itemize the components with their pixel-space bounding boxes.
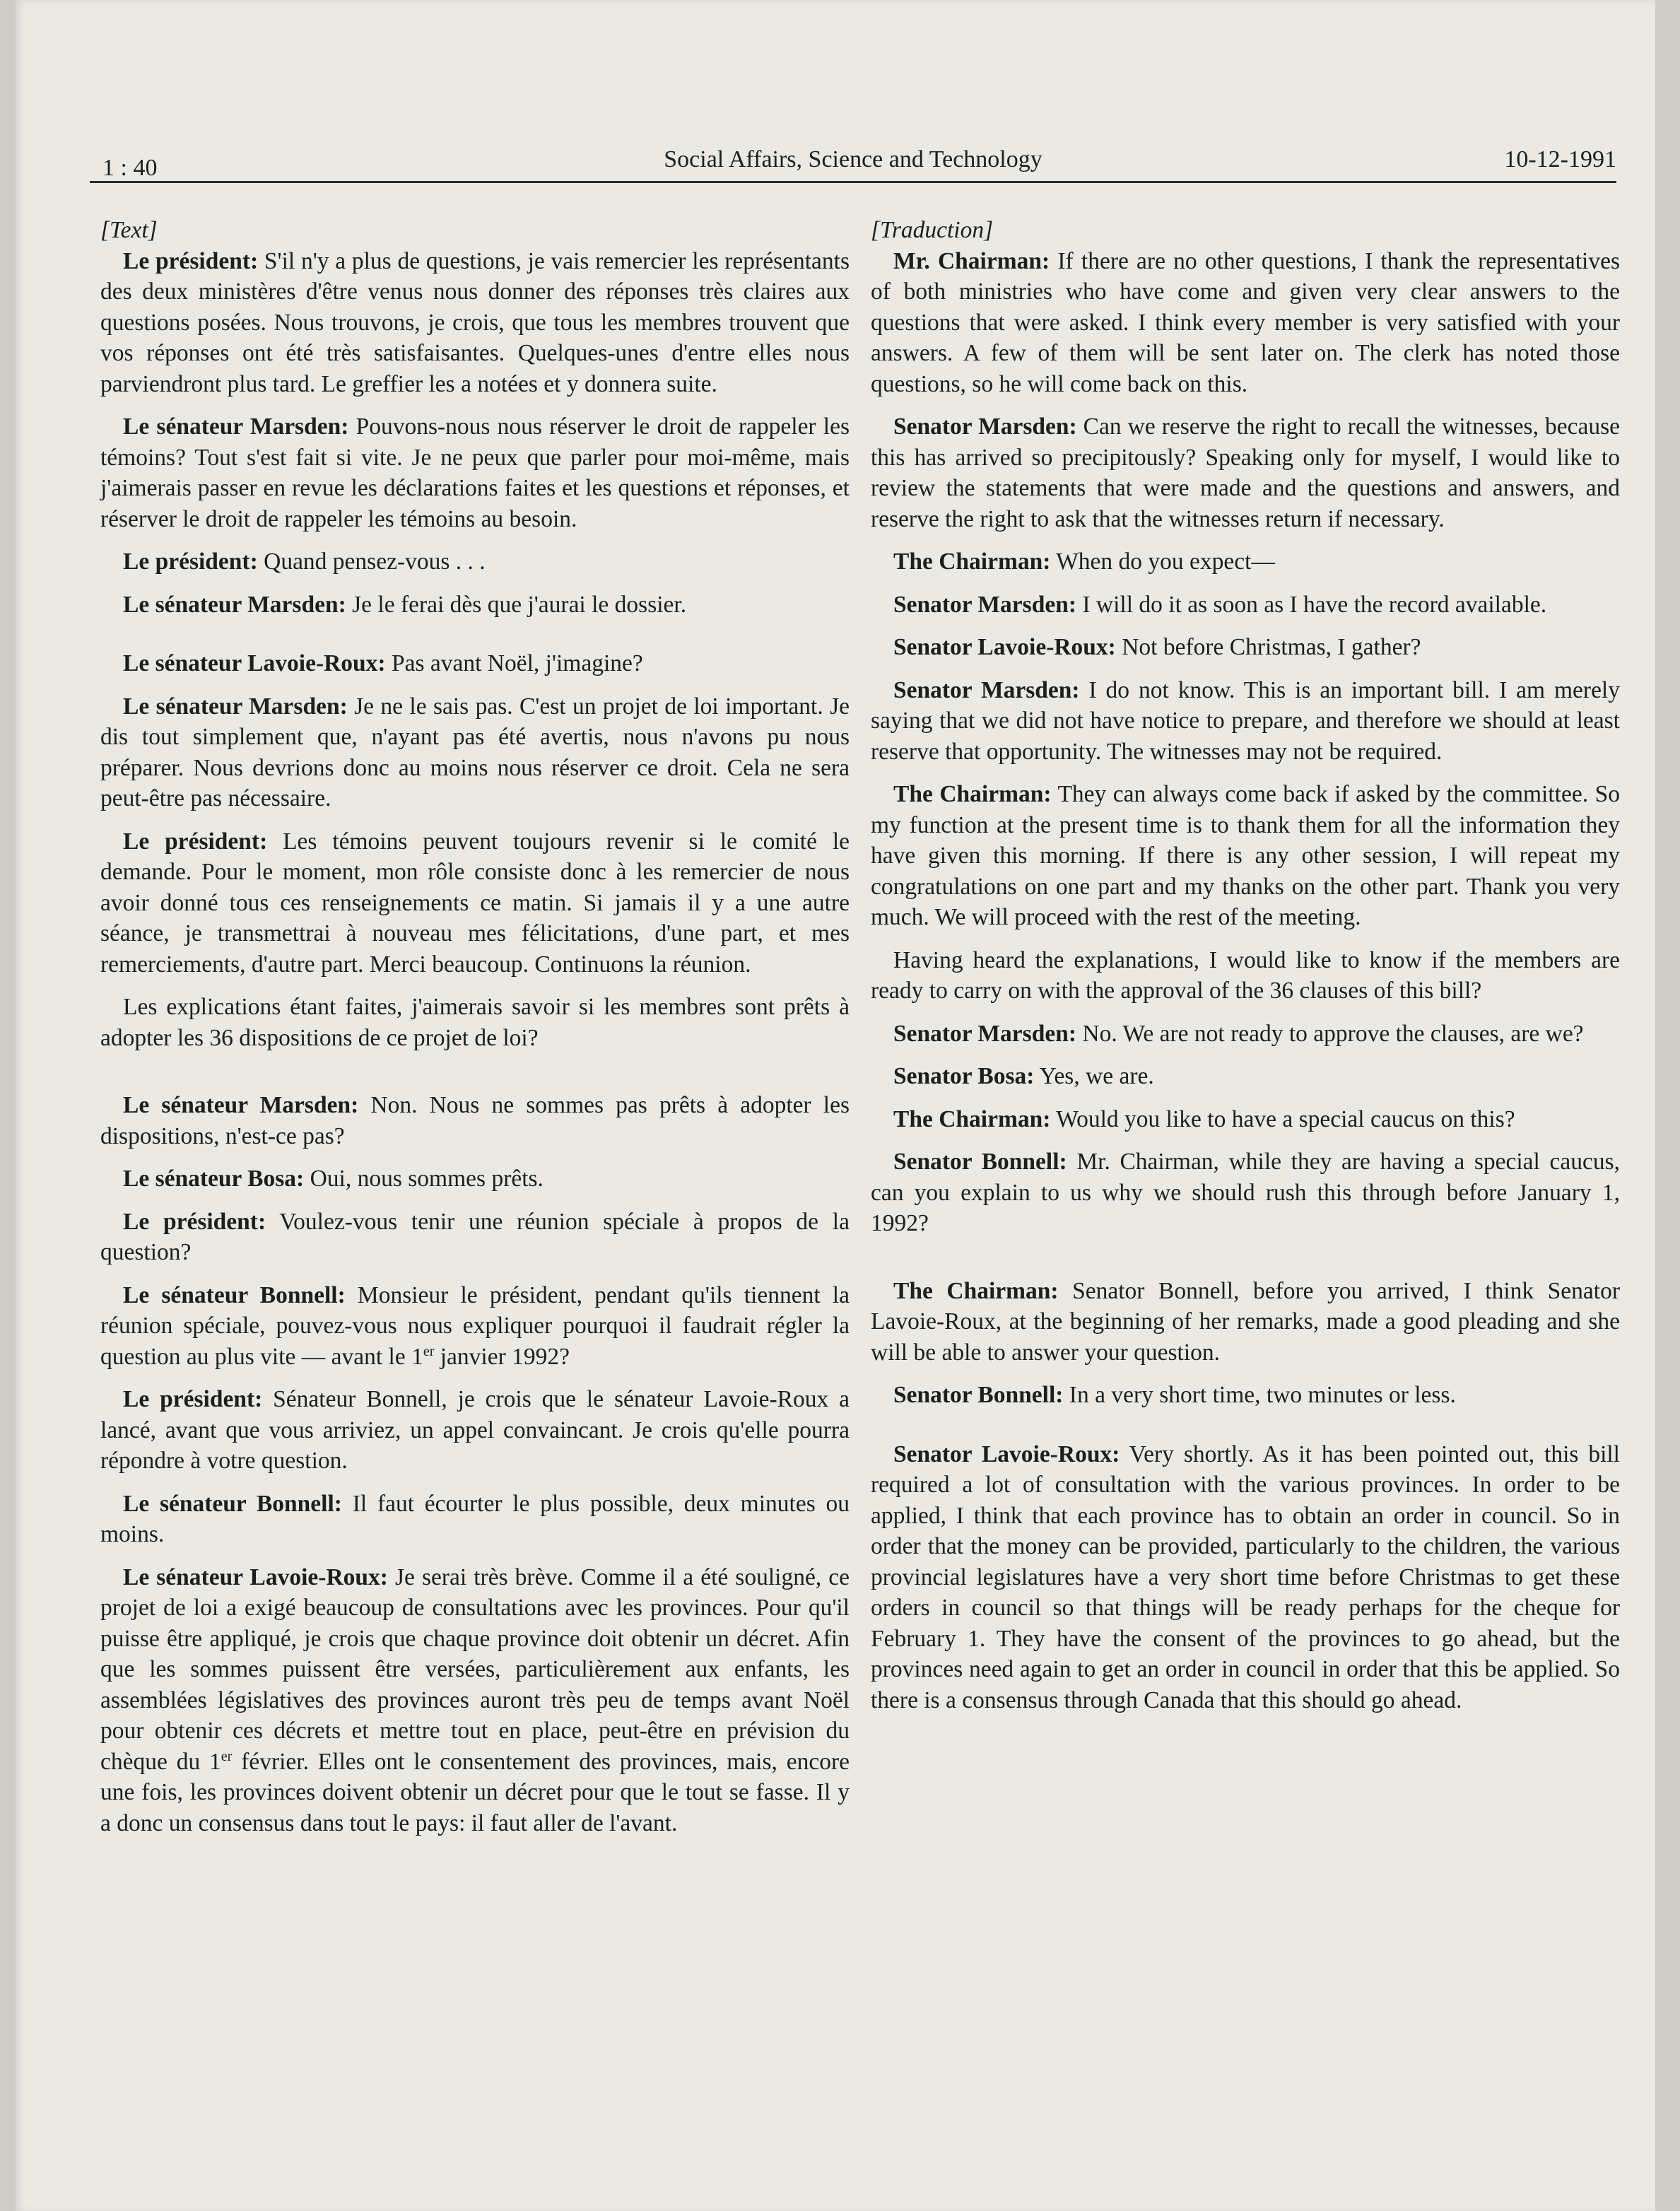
superscript: er [423, 1343, 435, 1359]
transcript-paragraph [871, 590, 1620, 621]
speech-text: Senator Bonnell, before you arrived, I think Senator Lavoie-Roux, at the beginning of her remarks, made a good pleading and she will be able to answer your question. [871, 1277, 1620, 1366]
speech-text: janvier 1992? [434, 1343, 570, 1370]
speaker-name: Le président: [123, 549, 258, 575]
speech-text: If there are no other questions, I thank the representatives of both ministries who have come and given very clear answers to the questions that were asked. I think every member is very satisfied with your answers. A few of them will be sent later on. The clerk has noted those questions, so he will come back on this. [871, 247, 1620, 397]
transcript-paragraph [871, 246, 1620, 400]
transcript-paragraph [100, 1207, 850, 1268]
speaker-name: Le sénateur Marsden: [123, 1092, 359, 1118]
speech-text: Pas avant Noël, j'imagine? [385, 650, 643, 676]
transcript-paragraph [100, 546, 850, 577]
transcript-paragraph [100, 1280, 850, 1373]
speech-text: Les témoins peuvent toujours revenir si le comité le demande. Pour le moment, mon rôle consiste donc à les remercier de nous avoir donné tous ces renseignements ce matin. Si jamais il y a une autre séance, je transmettrai à nouveau mes félicitations, d'une part, et mes remerciements, d'autre part. Merci beaucoup. Continuons la réunion. [100, 828, 850, 978]
transcript-paragraph [100, 648, 850, 679]
transcript-paragraph [871, 632, 1620, 663]
speaker-name: The Chairman: [893, 549, 1051, 575]
speech-text: I do not know. This is an important bill. I am merely saying that we did not have notice to prepare, and therefore we should at least reserve that opportunity. The witnesses may not be required. [871, 676, 1620, 765]
speaker-name: The Chairman: [893, 1106, 1051, 1132]
page-number: 1 : 40 [102, 155, 158, 181]
transcript-paragraph [100, 1163, 850, 1195]
speaker-name: Senator Marsden: [893, 414, 1077, 440]
speech-text: Non. Nous ne sommes pas prêts à adopter les dispositions, n'est-ce pas? [100, 1092, 850, 1149]
transcript-paragraph [100, 246, 850, 400]
transcript-paragraph [100, 411, 850, 534]
transcript-paragraph [100, 992, 850, 1053]
transcript-paragraph [871, 1380, 1620, 1411]
speech-text: Mr. Chairman, while they are having a special caucus, can you explain to us why we should rush this through before January 1, 1992? [871, 1149, 1621, 1236]
transcript-paragraph [871, 1276, 1620, 1368]
transcript-paragraph [871, 1061, 1620, 1092]
speech-text: Having heard the explanations, I would like to know if the members are ready to carry on with the approval of the 36 clauses of this bill? [871, 946, 1620, 1004]
speech-text: Il faut écourter le plus possible, deux minutes ou moins. [100, 1490, 850, 1547]
transcript-paragraph [871, 546, 1620, 577]
speech-text: No. We are not ready to approve the clauses, are we? [1076, 1020, 1584, 1047]
transcript-paragraph [871, 1146, 1620, 1239]
speaker-name: Senator Marsden: [893, 591, 1076, 618]
superscript: er [221, 1748, 233, 1764]
speech-text: 1 [411, 1343, 423, 1370]
speaker-name: Le président: [123, 828, 268, 855]
french-column [100, 215, 850, 1851]
transcript-paragraph [100, 1384, 850, 1477]
transcript-paragraph [871, 411, 1620, 534]
speaker-name: Senator Bonnell: [893, 1149, 1067, 1175]
speech-text: Yes, we are. [1034, 1063, 1154, 1089]
transcript-paragraph [100, 1489, 850, 1550]
speech-text: Oui, nous sommes prêts. [304, 1166, 544, 1192]
language-tag: [Traduction] [871, 217, 994, 243]
speaker-name: The Chairman: [893, 781, 1052, 807]
speaker-name: Le président: [123, 1208, 266, 1235]
speaker-name: Le sénateur Bosa: [123, 1166, 305, 1192]
transcript-paragraph [871, 675, 1620, 768]
speaker-name: Senator Lavoie-Roux: [893, 1441, 1120, 1467]
speaker-name: Le sénateur Bonnell: [123, 1282, 346, 1308]
speech-text: Would you like to have a special caucus on this? [1050, 1106, 1515, 1132]
speech-text: février. Elles ont le consentement des provinces, mais, encore une fois, les provinces doivent obtenir un décret pour que le tout se fasse. Il y a donc un consensus dans tout le pays: il faut aller de l'avant. [100, 1748, 850, 1836]
speech-text: Very shortly. As it has been pointed out, this bill required a lot of consultation with the various provinces. In order to be applied, I think that each province has to obtain an order in council. So in order that the money can be provided, particularly to the children, the various provincial legislatures have a very short time before Christmas to get these orders in council so that things will be ready perhaps for the cheque for February 1. They have the consent of the provinces to go ahead, but the provinces need again to get an order in council in order that this be applied. So there is a consensus through Canada that this should go ahead. [871, 1441, 1620, 1713]
speech-text: Not before Christmas, I gather? [1115, 634, 1421, 660]
speaker-name: Senator Marsden: [893, 676, 1080, 703]
speaker-name: Le sénateur Marsden: [123, 693, 348, 720]
english-column [871, 215, 1620, 1728]
document-page [16, 0, 1655, 2211]
transcript-paragraph [871, 1019, 1620, 1050]
speaker-name: Senator Marsden: [893, 1020, 1076, 1047]
speaker-name: Le sénateur Marsden: [123, 414, 349, 440]
transcript-paragraph [100, 1562, 850, 1839]
speech-text: When do you expect— [1050, 549, 1275, 575]
speech-text: Voulez-vous tenir une réunion spéciale à propos de la question? [100, 1208, 850, 1265]
speech-text: Je serai très brève. Comme il a été souligné, ce projet de loi a exigé beaucoup de consultations avec les provinces. Pour qu'il puisse être appliqué, je crois que chaque province doit obtenir un décret. Afin que les sommes puissent être versées, particulièrement aux enfants, les assemblées législatives des provinces auront très peu de temps avant Noël pour obtenir ces décrets et mettre tout en place, peut-être en prévision du chèque du 1 [100, 1564, 850, 1775]
speech-text: Je le ferai dès que j'aurai le dossier. [346, 591, 687, 618]
sitting-date: 10-12-1991 [1504, 146, 1616, 172]
speech-text: Quand pensez-vous . . . [257, 549, 486, 575]
transcript-paragraph [100, 691, 850, 814]
speaker-name: Le sénateur Lavoie-Roux: [123, 650, 386, 676]
transcript-paragraph [871, 1439, 1620, 1716]
speech-text: Les explications étant faites, j'aimerais savoir si les membres sont prêts à adopter les 36 dispositions de ce projet de loi? [100, 994, 850, 1051]
speaker-name: Mr. Chairman: [893, 247, 1050, 274]
page-header [90, 139, 1616, 183]
speech-text: In a very short time, two minutes or less. [1063, 1382, 1456, 1408]
speaker-name: Le sénateur Bonnell: [123, 1490, 342, 1517]
language-tag: [Text] [100, 217, 158, 243]
speech-text: Je ne le sais pas. C'est un projet de loi important. Je dis tout simplement que, n'ayant pas été avertis, nous n'avons pu nous préparer. Nous devrions donc au moins nous réserver ce droit. Cela ne sera peut-être pas nécessaire. [100, 693, 850, 811]
speaker-name: Senator Lavoie-Roux: [893, 634, 1116, 660]
speech-text: Monsieur le président, pendant qu'ils tiennent la réunion spéciale, pouvez-vous nous expliquer pourquoi il faudrait régler la question au plus vite — avant le [100, 1282, 850, 1370]
speech-text: Pouvons-nous nous réserver le droit de rappeler les témoins? Tout s'est fait si vite. Je ne peux que parler pour moi-même, mais j'aimerais passer en revue les déclarations faites et les questions et réponses, et réserver le droit de rappeler les témoins au besoin. [100, 414, 850, 532]
transcript-paragraph [871, 945, 1620, 1007]
publication-title: Social Affairs, Science and Technology [664, 146, 1042, 172]
transcript-paragraph [100, 826, 850, 980]
speech-text: I will do it as soon as I have the record available. [1076, 591, 1547, 618]
transcript-paragraph [100, 1090, 850, 1151]
transcript-paragraph [100, 590, 850, 621]
speaker-name: Le président: [123, 1386, 263, 1412]
transcript-paragraph [871, 779, 1620, 933]
speech-text: S'il n'y a plus de questions, je vais remercier les représentants des deux ministères d'être venus nous donner des réponses très claires aux questions posées. Nous trouvons, je crois, que tous les membres trouvent que vos réponses ont été très satisfaisantes. Quelques-unes d'entre elles nous parviendront plus tard. Le greffier les a notées et y donnera suite. [100, 247, 850, 397]
speaker-name: Senator Bonnell: [893, 1382, 1064, 1408]
speaker-name: The Chairman: [893, 1277, 1059, 1304]
speech-text: Can we reserve the right to recall the witnesses, because this has arrived so precipitously? Speaking only for myself, I would like to review the statements that were made and the questions and answers, and reserve the right to ask that the witnesses return if necessary. [871, 414, 1620, 532]
speaker-name: Le président: [123, 247, 259, 274]
speaker-name: Le sénateur Lavoie-Roux: [123, 1564, 388, 1590]
speech-text: Sénateur Bonnell, je crois que le sénateur Lavoie-Roux a lancé, avant que vous arriviez, un appel convaincant. Je crois qu'elle pourra répondre à votre question. [100, 1386, 850, 1474]
transcript-paragraph [871, 1104, 1620, 1135]
speaker-name: Le sénateur Marsden: [123, 591, 346, 618]
speech-text: They can always come back if asked by the committee. So my function at the present time is to thank them for all the information they have given this morning. If there is any other session, I will repeat my congratulations on one part and my thanks on the other part. Thank you very much. We will proceed with the rest of the meeting. [871, 781, 1620, 930]
speaker-name: Senator Bosa: [893, 1063, 1035, 1089]
